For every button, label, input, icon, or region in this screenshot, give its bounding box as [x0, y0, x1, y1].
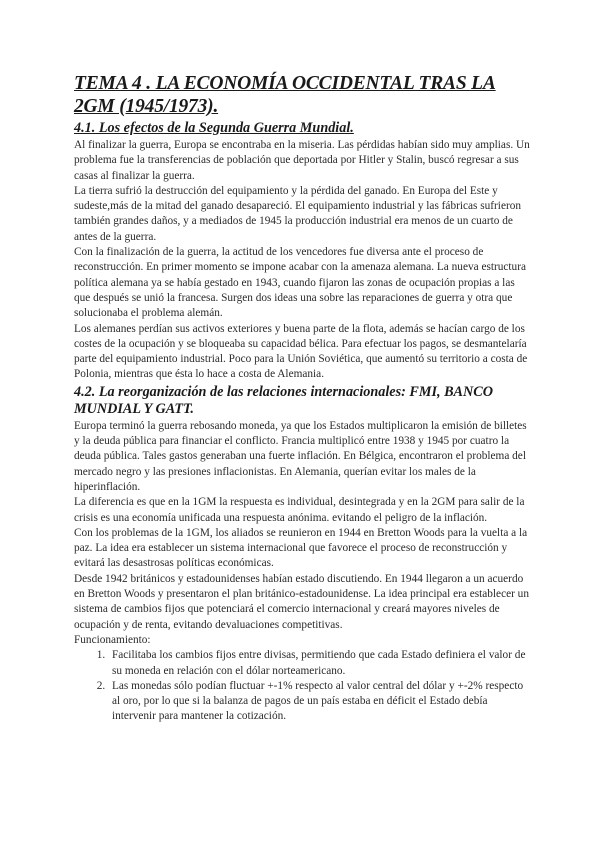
paragraph: La diferencia es que en la 1GM la respuesta es individual, desintegrada y en la 2GM para salir de la crisis es una economía unificada una respuesta anónima. evitando el peligro de la inflación.	[74, 496, 525, 524]
document-page	[74, 72, 530, 725]
numbered-list	[74, 648, 530, 724]
paragraph: Europa terminó la guerra rebosando moneda, ya que los Estados multiplicaron la emisión de billetes y la deuda pública para financiar el conflicto. Francia multiplicó entre 1938 y 1945 por cuatro la deuda pública. Tales gastos generaban una fuerte inflación. En Bélgica, encontraron el problema del mercado negro y las presiones inflacionistas. En Alemania, querían evitar los males de la hiperinflación.	[74, 419, 527, 493]
paragraph: Con los problemas de la 1GM, los aliados se reunieron en 1944 en Bretton Woods para la vuelta a la paz. La idea era establecer un sistema internacional que favorece el proceso de reconstrucción y evitará las desastrosas políticas económicas.	[74, 526, 528, 570]
page-title: TEMA 4 . LA ECONOMÍA OCCIDENTAL TRAS LA 2GM (1945/1973).	[74, 73, 496, 117]
list-item: 2. Las monedas sólo podían fluctuar +-1% respecto al valor central del dólar y +-2% respecto al oro, por lo que si la balanza de pagos de un país estaba en déficit el Estado debía intervenir para mantener la cotización.	[108, 679, 530, 725]
paragraph: Con la finalización de la guerra, la actitud de los vencedores fue diversa ante el proceso de reconstrucción. En primer momento se impone acabar con la amenaza alemana. La nueva estructura política alemana ya se había gestado en 1943, cuando fijaron las zonas de ocupación propias a las que después se unió la francesa. Surgen dos ideas una sobre las reparaciones de guerra y otra que solucionaba el problema alemán.	[74, 246, 526, 320]
section-heading-1: 4.1. Los efectos de la Segunda Guerra Mundial.	[74, 120, 354, 136]
paragraph: La tierra sufrió la destrucción del equipamiento y la pérdida del ganado. En Europa del Este y sudeste,más de la mitad del ganado desapareció. El equipamiento industrial y las fábricas sufrieron también grandes daños, y a mediados de 1945 la producción industrial era menos de un cuarto de antes de la guerra.	[74, 184, 522, 243]
section-heading-2: 4.2. La reorganización de las relaciones internacionales: FMI, BANCO MUNDIAL Y GATT.	[74, 383, 493, 417]
paragraph: Al finalizar la guerra, Europa se encontraba en la miseria. Las pérdidas habían sido muy amplias. Un problema fue la transferencias de población que deportada por Hitler y Stalin, buscó regresar a sus casas al finalizar la guerra.	[74, 139, 530, 182]
list-intro: Funcionamiento:	[74, 633, 151, 646]
list-item: 1. Facilitaba los cambios fijos entre divisas, permitiendo que cada Estado definiera el valor de su moneda en relación con el dólar norteamericano.	[108, 648, 530, 679]
paragraph: Desde 1942 británicos y estadounidenses habían estado discutiendo. En 1944 llegaron a un acuerdo en Bretton Woods y presentaron el plan británico-estadounidense. La idea principal era establecer un sistema de cambios fijos que potenciará el comercio internacional y creará mayores niveles de ocupación y de renta, evitando devaluaciones competitivas.	[74, 572, 529, 631]
paragraph: Los alemanes perdían sus activos exteriores y buena parte de la flota, además se hacían cargo de los costes de la ocupación y se bloqueaba su capacidad bélica. Para efectuar los pagos, se desmantelaría parte del equipamiento industrial. Poco para la Unión Soviética, que aumentó su territorio a costa de Polonia, mientras que ésta lo hace a costa de Alemania.	[74, 322, 528, 381]
